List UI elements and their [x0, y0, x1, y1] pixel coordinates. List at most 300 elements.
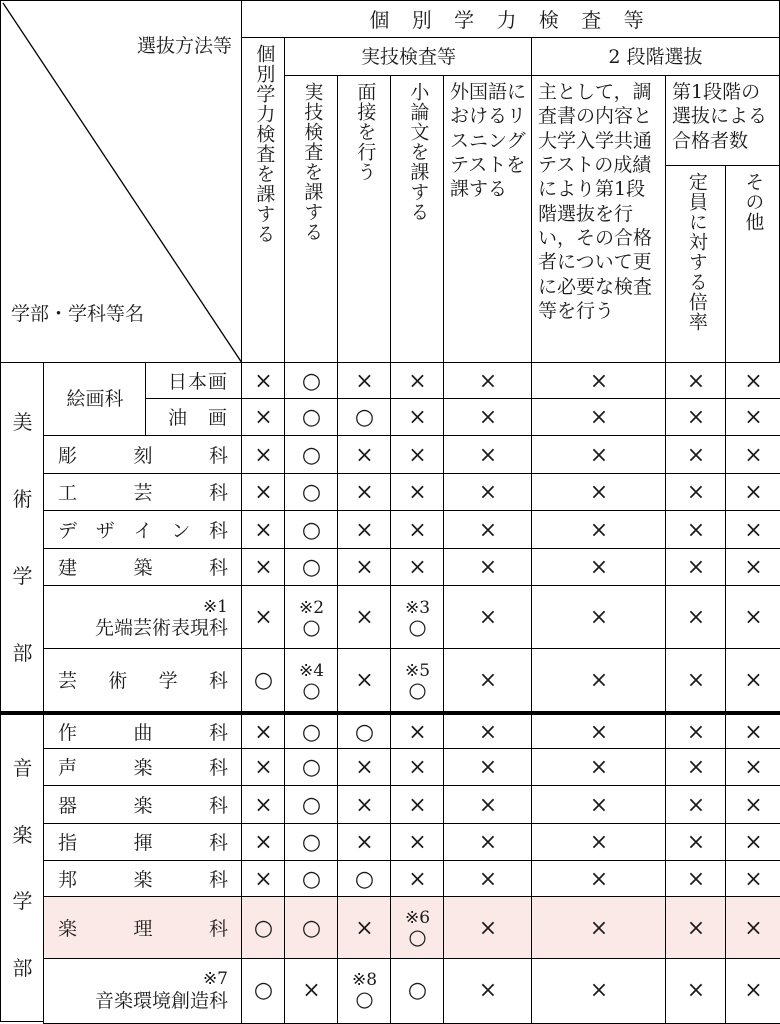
value-cell [241, 510, 286, 552]
cross-mark-icon: × [686, 517, 706, 543]
cross-mark-icon: × [478, 668, 498, 694]
value-cell [284, 648, 339, 715]
value-cell [725, 648, 780, 715]
cross-mark-icon: × [254, 442, 273, 468]
department-label-char: 楽 [133, 868, 153, 891]
header-col-ratio-to-capacity [665, 165, 727, 364]
corner-header-cell [0, 0, 243, 364]
footnote-ref: ※6 [404, 908, 431, 928]
department-cell [43, 714, 243, 752]
value-cell [284, 748, 339, 789]
value-cell [725, 510, 780, 552]
value-cell [725, 785, 780, 827]
value-cell [241, 823, 286, 864]
circle-mark-icon: ○ [301, 866, 322, 892]
sub-department-cell [145, 398, 243, 439]
cross-mark-icon: × [478, 605, 498, 631]
footnote-ref: ※4 [298, 660, 325, 681]
department-label-char: ザ [95, 519, 115, 542]
department-label-char: 芸 [58, 670, 78, 693]
cross-mark-icon: × [408, 480, 427, 506]
department-label-char: 科 [208, 917, 228, 940]
value-cell [443, 785, 533, 827]
value-cell [665, 860, 727, 900]
department-label [58, 557, 228, 580]
cross-mark-icon: × [254, 405, 273, 431]
department-label [58, 832, 228, 855]
value-cell [337, 896, 392, 962]
value-cell [725, 714, 780, 752]
value-cell [284, 473, 339, 514]
cross-mark-icon: × [478, 866, 498, 892]
header-first-stage-passers-group [665, 75, 780, 167]
cross-mark-icon: × [254, 866, 273, 892]
header-col-two-stage-desc-label: 主として，調査書の内容と大学入学共通テストの成績により第1段階選抜を行い，その合格者について更に必要な検査等を行う [538, 81, 653, 322]
cross-mark-icon: × [744, 442, 763, 468]
cross-mark-icon: × [254, 755, 273, 781]
footnote-ref: ※3 [404, 597, 431, 618]
circle-mark-icon: ○ [301, 830, 322, 856]
cross-mark-icon: × [589, 915, 609, 941]
cross-mark-icon: × [254, 719, 273, 745]
faculty-label-char: 部 [12, 641, 33, 666]
department-label-char: 築 [133, 557, 153, 580]
cross-mark-icon: × [686, 442, 706, 468]
cross-mark-icon: × [744, 668, 763, 694]
value-cell [531, 823, 667, 864]
header-two-stage-group-label: 2 段階選抜 [608, 45, 703, 68]
value-cell [284, 860, 339, 900]
department-label-char: 芸 [133, 482, 153, 505]
cross-mark-icon: × [589, 866, 609, 892]
cross-mark-icon: × [744, 719, 763, 745]
department-cell [43, 823, 243, 864]
value-cell [531, 362, 667, 402]
value-cell [725, 473, 780, 514]
circle-mark-icon: ○ [253, 977, 274, 1003]
department-label-char: 刻 [133, 444, 153, 467]
value-with-note [352, 972, 377, 1010]
value-cell [284, 398, 339, 439]
value-cell [443, 714, 533, 752]
department-label-char: 楽 [58, 917, 78, 940]
value-cell [443, 860, 533, 900]
department-cell [43, 473, 243, 514]
department-label-char: ン [171, 519, 191, 542]
value-cell [241, 362, 286, 402]
cross-mark-icon: × [589, 755, 609, 781]
value-cell [390, 958, 445, 1024]
cross-mark-icon: × [408, 368, 427, 394]
value-cell [531, 958, 667, 1024]
faculty-label-char: 学 [12, 564, 33, 589]
department-label-char: 科 [208, 557, 228, 580]
circle-mark-icon: ○ [301, 517, 322, 543]
faculty-separator-double-line [0, 711, 780, 715]
value-cell [241, 648, 286, 715]
value-cell [390, 398, 445, 439]
value-cell [665, 714, 727, 752]
header-col-listening [443, 75, 533, 364]
cross-mark-icon: × [686, 866, 706, 892]
value-cell [443, 648, 533, 715]
department-label [58, 918, 228, 941]
cross-mark-icon: × [744, 977, 763, 1003]
cross-mark-icon: × [408, 517, 427, 543]
value-cell [284, 510, 339, 552]
value-cell [665, 748, 727, 789]
circle-mark-icon: ○ [354, 405, 375, 431]
header-col-other [725, 165, 780, 364]
value-cell [725, 435, 780, 477]
cross-mark-icon: × [589, 792, 609, 818]
value-cell [337, 785, 392, 827]
value-cell [284, 548, 339, 589]
cross-mark-icon: × [355, 605, 374, 631]
cross-mark-icon: × [744, 755, 763, 781]
faculty-label-char: 美 [12, 409, 33, 434]
value-cell [443, 823, 533, 864]
header-col-two-stage-desc [531, 75, 667, 364]
cross-mark-icon: × [408, 719, 427, 745]
cross-mark-icon: × [589, 368, 609, 394]
header-col-essay [390, 75, 445, 364]
value-cell [390, 823, 445, 864]
department-group-cell [43, 362, 147, 437]
value-cell [241, 714, 286, 752]
cross-mark-icon: × [254, 517, 273, 543]
cross-mark-icon: × [478, 977, 498, 1003]
value-cell [284, 585, 339, 652]
circle-mark-icon: ○ [407, 977, 428, 1003]
value-cell [337, 510, 392, 552]
value-cell [241, 435, 286, 477]
cross-mark-icon: × [355, 830, 374, 856]
department-cell [43, 585, 243, 652]
cross-mark-icon: × [744, 792, 763, 818]
value-cell [337, 958, 392, 1024]
cross-mark-icon: × [686, 977, 706, 1003]
cross-mark-icon: × [686, 605, 706, 631]
value-cell [531, 435, 667, 477]
cross-mark-icon: × [686, 719, 706, 745]
circle-mark-icon: ○ [355, 987, 374, 1011]
header-col-interview [337, 75, 392, 364]
department-label: 先端芸術表現科 [94, 617, 228, 640]
value-cell [284, 435, 339, 477]
value-cell [337, 714, 392, 752]
value-cell [531, 648, 667, 715]
circle-mark-icon: ○ [302, 614, 321, 639]
cross-mark-icon: × [355, 915, 374, 941]
value-cell [443, 435, 533, 477]
cross-mark-icon: × [686, 792, 706, 818]
cross-mark-icon: × [744, 830, 763, 856]
cross-mark-icon: × [408, 405, 427, 431]
department-cell [43, 860, 243, 900]
value-cell [337, 860, 392, 900]
department-label [58, 482, 228, 505]
value-cell [390, 860, 445, 900]
header-col-interview-label: 面接を行う [354, 82, 377, 182]
header-col-listening-label: 外国語におけるリスニングテストを課する [450, 81, 527, 201]
circle-mark-icon: ○ [408, 614, 427, 639]
cross-mark-icon: × [478, 368, 498, 394]
department-note: ※7 [202, 969, 228, 990]
circle-mark-icon: ○ [301, 480, 322, 506]
value-cell [665, 362, 727, 402]
value-cell [665, 585, 727, 652]
circle-mark-icon: ○ [302, 677, 321, 702]
faculty-label-char: 楽 [12, 822, 33, 847]
department-label-char: 学 [158, 670, 178, 693]
value-cell [241, 958, 286, 1024]
department-cell [43, 548, 243, 589]
cross-mark-icon: × [355, 668, 374, 694]
department-label-char: 声 [58, 757, 78, 780]
value-cell [337, 548, 392, 589]
cross-mark-icon: × [478, 915, 498, 941]
value-cell [241, 748, 286, 789]
value-cell [665, 510, 727, 552]
cross-mark-icon: × [589, 555, 609, 581]
value-cell [531, 785, 667, 827]
cross-mark-icon: × [686, 915, 706, 941]
cross-mark-icon: × [355, 517, 374, 543]
value-cell [665, 896, 727, 962]
cross-mark-icon: × [254, 605, 273, 631]
cross-mark-icon: × [744, 405, 763, 431]
header-col-practical-exam [284, 75, 339, 364]
value-cell [337, 473, 392, 514]
value-cell [390, 362, 445, 402]
value-cell [531, 748, 667, 789]
circle-mark-icon: ○ [408, 677, 427, 702]
cross-mark-icon: × [478, 792, 498, 818]
value-cell [284, 714, 339, 752]
header-col-other-label: その他 [742, 172, 765, 232]
value-cell [531, 548, 667, 589]
cross-mark-icon: × [302, 977, 321, 1003]
faculty-label-cell [0, 362, 45, 713]
cross-mark-icon: × [355, 480, 374, 506]
cross-mark-icon: × [408, 866, 427, 892]
cross-mark-icon: × [478, 555, 498, 581]
value-with-note [298, 597, 325, 639]
header-col-practical-exam-label: 実技検査を課する [301, 82, 324, 242]
cross-mark-icon: × [478, 719, 498, 745]
value-cell [241, 896, 286, 962]
cross-mark-icon: × [355, 368, 374, 394]
department-cell [43, 785, 243, 827]
value-cell [390, 548, 445, 589]
value-cell [531, 860, 667, 900]
department-cell [43, 435, 243, 477]
value-cell [531, 714, 667, 752]
value-cell [665, 548, 727, 589]
cross-mark-icon: × [686, 755, 706, 781]
value-cell [443, 958, 533, 1024]
value-cell [665, 398, 727, 439]
footnote-ref: ※8 [351, 970, 378, 990]
value-cell [241, 785, 286, 827]
header-individual-exam-group [241, 0, 780, 39]
department-cell [43, 648, 243, 715]
cross-mark-icon: × [686, 668, 706, 694]
department-cell [43, 748, 243, 789]
department-label [58, 670, 228, 693]
circle-mark-icon: ○ [301, 719, 322, 745]
cross-mark-icon: × [589, 442, 609, 468]
cross-mark-icon: × [589, 517, 609, 543]
value-cell [725, 823, 780, 864]
department-label [58, 869, 228, 892]
value-cell [241, 860, 286, 900]
department-label-char: デ [58, 519, 78, 542]
cross-mark-icon: × [478, 442, 498, 468]
circle-mark-icon: ○ [301, 555, 322, 581]
department-label-char: 楽 [133, 757, 153, 780]
circle-mark-icon: ○ [408, 925, 427, 949]
department-label-char: 科 [208, 519, 228, 542]
value-cell [390, 510, 445, 552]
value-cell [725, 548, 780, 589]
department-label-char: 科 [208, 670, 228, 693]
cross-mark-icon: × [478, 405, 498, 431]
value-cell [390, 785, 445, 827]
cross-mark-icon: × [254, 830, 273, 856]
value-cell [725, 860, 780, 900]
faculty-label-char: 学 [12, 889, 33, 914]
value-cell [284, 362, 339, 402]
cross-mark-icon: × [408, 830, 427, 856]
department-label-char: 理 [133, 917, 153, 940]
value-cell [390, 585, 445, 652]
header-col-essay-label: 小論文を課する [407, 82, 430, 222]
value-cell [284, 958, 339, 1024]
corner-label-departments: 学部・学科等名 [11, 303, 145, 325]
value-cell [665, 785, 727, 827]
cross-mark-icon: × [408, 555, 427, 581]
value-cell [531, 896, 667, 962]
circle-mark-icon: ○ [354, 719, 375, 745]
footnote-ref: ※5 [404, 660, 431, 681]
department-note: ※1 [202, 596, 228, 617]
circle-mark-icon: ○ [253, 668, 274, 694]
cross-mark-icon: × [478, 830, 498, 856]
cross-mark-icon: × [254, 368, 273, 394]
value-cell [725, 748, 780, 789]
cross-mark-icon: × [408, 792, 427, 818]
department-cell [43, 510, 243, 552]
cross-mark-icon: × [744, 915, 763, 941]
value-cell [443, 548, 533, 589]
faculty-label-char: 部 [12, 955, 33, 980]
value-cell [390, 896, 445, 962]
value-with-note [404, 597, 431, 639]
circle-mark-icon: ○ [301, 915, 322, 941]
value-cell [241, 398, 286, 439]
department-label-char: 楽 [133, 794, 153, 817]
value-cell [665, 958, 727, 1024]
department-label-char: 工 [58, 482, 78, 505]
cross-mark-icon: × [355, 755, 374, 781]
department-label-char: 建 [58, 557, 78, 580]
cross-mark-icon: × [589, 605, 609, 631]
cross-mark-icon: × [355, 555, 374, 581]
circle-mark-icon: ○ [354, 866, 375, 892]
value-cell [337, 362, 392, 402]
value-cell [241, 473, 286, 514]
header-practical-group-label: 実技検査等 [360, 45, 456, 68]
department-label-char: 作 [58, 721, 78, 744]
cross-mark-icon: × [686, 830, 706, 856]
cross-mark-icon: × [478, 517, 498, 543]
value-cell [443, 510, 533, 552]
value-cell [443, 896, 533, 962]
header-col-individual-exam-label: 個別学力検査を課する [253, 44, 276, 244]
cross-mark-icon: × [589, 480, 609, 506]
circle-mark-icon: ○ [301, 368, 322, 394]
value-cell [665, 473, 727, 514]
cross-mark-icon: × [589, 668, 609, 694]
sub-department-cell [145, 362, 243, 402]
value-cell [665, 435, 727, 477]
department-label [58, 520, 228, 543]
value-cell [390, 648, 445, 715]
cross-mark-icon: × [478, 755, 498, 781]
cross-mark-icon: × [478, 480, 498, 506]
department-label [58, 445, 228, 468]
cross-mark-icon: × [686, 555, 706, 581]
value-cell [531, 585, 667, 652]
value-cell [390, 473, 445, 514]
value-cell [725, 896, 780, 962]
cross-mark-icon: × [589, 719, 609, 745]
cross-mark-icon: × [744, 480, 763, 506]
circle-mark-icon: ○ [301, 405, 322, 431]
corner-label-methods: 選抜方法等 [136, 35, 232, 57]
cross-mark-icon: × [589, 977, 609, 1003]
department-label-char: 揮 [133, 832, 153, 855]
value-cell [725, 362, 780, 402]
cross-mark-icon: × [408, 755, 427, 781]
sub-department-label: 油 画 [167, 407, 228, 430]
value-cell [337, 435, 392, 477]
value-cell [725, 398, 780, 439]
department-label-char: 彫 [58, 444, 78, 467]
value-cell [284, 823, 339, 864]
header-col-ratio-label: 定員に対する倍率 [685, 172, 708, 332]
value-cell [725, 585, 780, 652]
department-label-char: 科 [208, 757, 228, 780]
value-cell [665, 823, 727, 864]
faculty-label-char: 術 [12, 486, 33, 511]
department-label-char: 術 [108, 670, 128, 693]
cross-mark-icon: × [744, 517, 763, 543]
department-label-char: 科 [208, 444, 228, 467]
header-practical-group [284, 37, 533, 77]
circle-mark-icon: ○ [301, 755, 322, 781]
department-label-char: 指 [58, 832, 78, 855]
value-cell [443, 473, 533, 514]
footnote-ref: ※2 [298, 597, 325, 618]
value-cell [443, 398, 533, 439]
circle-mark-icon: ○ [301, 442, 322, 468]
value-cell [337, 398, 392, 439]
department-label-char: イ [133, 519, 153, 542]
header-two-stage-group [531, 37, 780, 77]
